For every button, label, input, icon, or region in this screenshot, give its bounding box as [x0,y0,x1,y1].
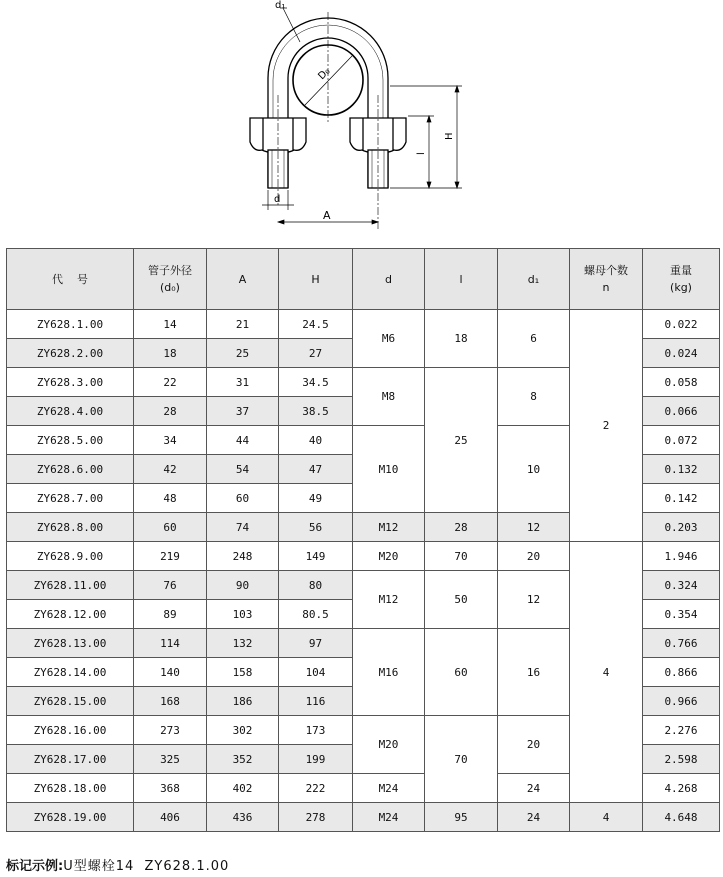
header-d: d [353,249,425,310]
cell-weight: 0.142 [643,484,720,513]
cell-l: 60 [425,629,498,716]
cell-d0: 368 [134,774,207,803]
cell-weight: 0.132 [643,455,720,484]
table-row [7,310,720,339]
cell-code: ZY628.3.00 [7,368,134,397]
cell-d1: 24 [498,803,570,832]
cell-d0: 140 [134,658,207,687]
header-code: 代 号 [7,249,134,310]
cell-code: ZY628.18.00 [7,774,134,803]
cell-H: 56 [279,513,353,542]
cell-d: M24 [353,774,425,803]
header-l: l [425,249,498,310]
header-nuts: 螺母个数 n [570,249,643,310]
cell-d0: 325 [134,745,207,774]
cell-A: 44 [207,426,279,455]
cell-code: ZY628.15.00 [7,687,134,716]
cell-code: ZY628.8.00 [7,513,134,542]
header-weight: 重量 (kg) [643,249,720,310]
cell-d0: 168 [134,687,207,716]
cell-d1: 12 [498,571,570,629]
cell-l: 50 [425,571,498,629]
cell-d0: 89 [134,600,207,629]
cell-d0: 14 [134,310,207,339]
cell-d0: 34 [134,426,207,455]
label-l: l [416,152,427,155]
cell-d: M12 [353,571,425,629]
cell-weight: 4.268 [643,774,720,803]
cell-d0: 406 [134,803,207,832]
cell-weight: 0.058 [643,368,720,397]
cell-H: 116 [279,687,353,716]
cell-d1: 20 [498,542,570,571]
spec-table [6,248,720,832]
cell-d0: 22 [134,368,207,397]
cell-H: 104 [279,658,353,687]
cell-A: 132 [207,629,279,658]
cell-code: ZY628.7.00 [7,484,134,513]
cell-A: 21 [207,310,279,339]
cell-l: 70 [425,716,498,803]
label-A: A [323,209,331,222]
cell-d1: 6 [498,310,570,368]
cell-A: 37 [207,397,279,426]
cell-H: 80 [279,571,353,600]
header-A: A [207,249,279,310]
cell-A: 25 [207,339,279,368]
cell-H: 222 [279,774,353,803]
cell-weight: 0.024 [643,339,720,368]
cell-d0: 42 [134,455,207,484]
cell-A: 103 [207,600,279,629]
cell-code: ZY628.14.00 [7,658,134,687]
cell-H: 80.5 [279,600,353,629]
cell-code: ZY628.17.00 [7,745,134,774]
marking-example-value: U型螺栓14 ZY628.1.00 [63,859,230,874]
cell-A: 90 [207,571,279,600]
cell-d1: 24 [498,774,570,803]
cell-d0: 219 [134,542,207,571]
cell-A: 402 [207,774,279,803]
cell-weight: 0.072 [643,426,720,455]
cell-weight: 0.203 [643,513,720,542]
cell-d0: 28 [134,397,207,426]
u-bolt-drawing [0,0,723,240]
cell-A: 60 [207,484,279,513]
cell-l: 70 [425,542,498,571]
table-row [7,803,720,832]
cell-H: 173 [279,716,353,745]
cell-weight: 0.022 [643,310,720,339]
cell-H: 199 [279,745,353,774]
cell-code: ZY628.4.00 [7,397,134,426]
cell-d0: 114 [134,629,207,658]
label-H: H [444,132,455,140]
cell-n: 4 [570,803,643,832]
header-pipe-od: 管子外径 (d₀) [134,249,207,310]
cell-code: ZY628.12.00 [7,600,134,629]
cell-l: 95 [425,803,498,832]
cell-d0: 18 [134,339,207,368]
header-H: H [279,249,353,310]
cell-H: 47 [279,455,353,484]
cell-H: 34.5 [279,368,353,397]
header-row [7,249,720,310]
label-d: d [274,194,281,205]
cell-A: 54 [207,455,279,484]
cell-code: ZY628.16.00 [7,716,134,745]
cell-d0: 76 [134,571,207,600]
cell-A: 158 [207,658,279,687]
label-d1: d₁ [275,0,286,11]
table-row [7,542,720,571]
cell-d: M8 [353,368,425,426]
cell-n: 4 [570,542,643,803]
cell-code: ZY628.1.00 [7,310,134,339]
cell-H: 149 [279,542,353,571]
cell-code: ZY628.5.00 [7,426,134,455]
cell-d: M16 [353,629,425,716]
cell-d: M20 [353,716,425,774]
cell-n: 2 [570,310,643,542]
cell-A: 31 [207,368,279,397]
cell-weight: 2.276 [643,716,720,745]
cell-d1: 8 [498,368,570,426]
cell-d: M6 [353,310,425,368]
cell-weight: 0.966 [643,687,720,716]
cell-weight: 1.946 [643,542,720,571]
cell-code: ZY628.2.00 [7,339,134,368]
cell-code: ZY628.9.00 [7,542,134,571]
cell-weight: 2.598 [643,745,720,774]
cell-code: ZY628.19.00 [7,803,134,832]
cell-H: 278 [279,803,353,832]
cell-code: ZY628.13.00 [7,629,134,658]
cell-H: 38.5 [279,397,353,426]
cell-A: 352 [207,745,279,774]
cell-H: 40 [279,426,353,455]
cell-weight: 0.354 [643,600,720,629]
cell-code: ZY628.11.00 [7,571,134,600]
cell-A: 248 [207,542,279,571]
label-D0: D₀ [316,66,333,83]
cell-d1: 10 [498,426,570,513]
cell-A: 74 [207,513,279,542]
cell-d1: 20 [498,716,570,774]
cell-d: M20 [353,542,425,571]
cell-d0: 60 [134,513,207,542]
cell-A: 436 [207,803,279,832]
cell-H: 27 [279,339,353,368]
cell-weight: 0.324 [643,571,720,600]
cell-H: 24.5 [279,310,353,339]
cell-d: M12 [353,513,425,542]
cell-d: M24 [353,803,425,832]
cell-d1: 12 [498,513,570,542]
cell-weight: 0.766 [643,629,720,658]
cell-d0: 48 [134,484,207,513]
cell-d0: 273 [134,716,207,745]
marking-example-label: 标记示例: [6,859,64,874]
cell-weight: 0.066 [643,397,720,426]
cell-H: 97 [279,629,353,658]
cell-l: 28 [425,513,498,542]
cell-d1: 16 [498,629,570,716]
header-d1: d₁ [498,249,570,310]
cell-d: M10 [353,426,425,513]
cell-weight: 0.866 [643,658,720,687]
cell-code: ZY628.6.00 [7,455,134,484]
cell-A: 186 [207,687,279,716]
cell-weight: 4.648 [643,803,720,832]
cell-l: 18 [425,310,498,368]
cell-H: 49 [279,484,353,513]
marking-example [6,855,229,874]
cell-A: 302 [207,716,279,745]
cell-l: 25 [425,368,498,513]
